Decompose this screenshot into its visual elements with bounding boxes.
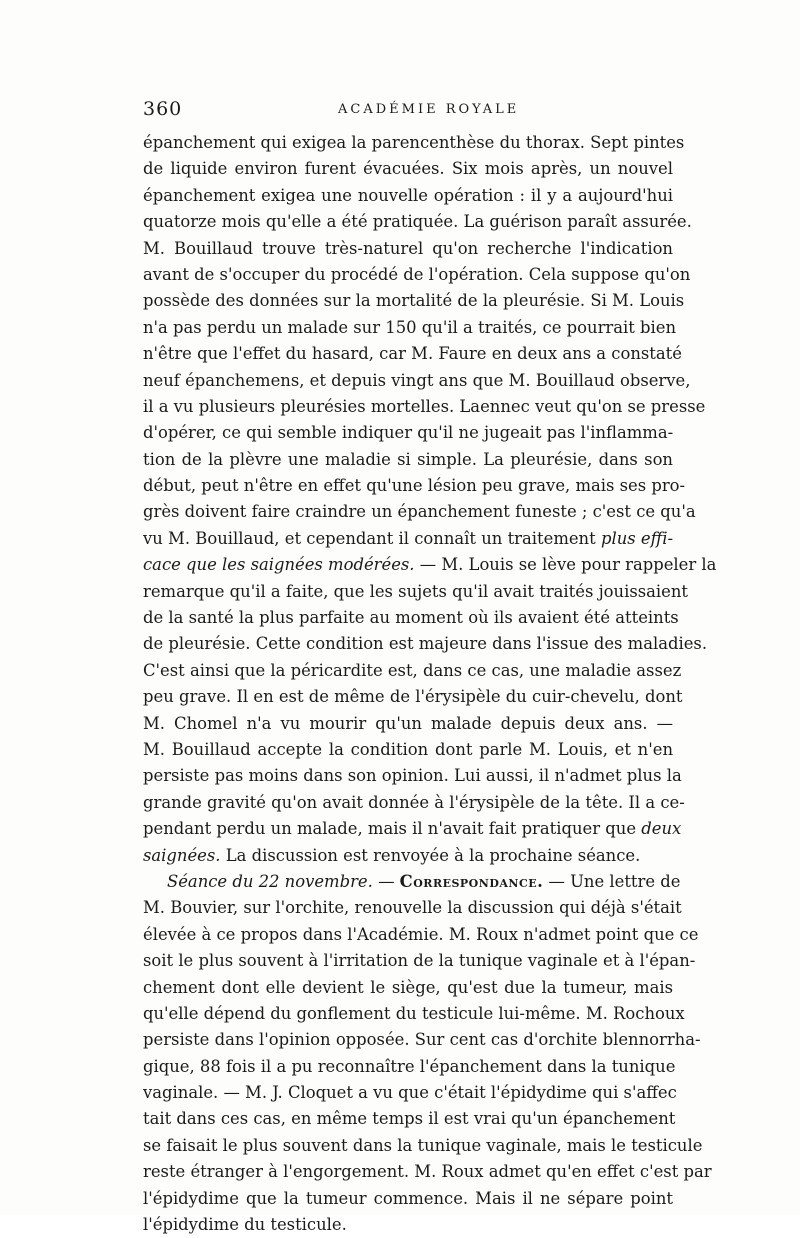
text-line xyxy=(143,869,681,895)
text-line: gique, 88 fois il a pu reconnaître l'épanchement dans la tunique xyxy=(143,1056,676,1076)
text-line: de liquide environ furent évacuées. Six mois après, un nouvel xyxy=(143,159,673,179)
body-text xyxy=(143,130,717,1238)
page-header xyxy=(143,98,673,122)
text-line: de la santé la plus parfaite au moment où ils avaient été atteints xyxy=(143,608,679,628)
text-line: début, peut n'être en effet qu'une lésion peu grave, mais ses pro- xyxy=(143,476,686,496)
text-line: grès doivent faire craindre un épanchement funeste ; c'est ce qu'a xyxy=(143,502,696,522)
text-segment: pendant perdu un malade, mais il n'avait fait pratiquer que xyxy=(143,819,637,839)
text-line: grande gravité qu'on avait donnée à l'érysipèle de la tête. Il a ce- xyxy=(143,792,685,812)
text-line: persiste pas moins dans son opinion. Lui aussi, il n'admet plus la xyxy=(143,766,682,786)
text-line: neuf épanchemens, et depuis vingt ans que M. Bouillaud observe, xyxy=(143,370,691,390)
text-line: persiste dans l'opinion opposée. Sur cent cas d'orchite blennorrha- xyxy=(143,1030,701,1050)
text-line: élevée à ce propos dans l'Académie. M. Roux n'admet point que ce xyxy=(143,924,699,944)
text-line: possède des données sur la mortalité de la pleurésie. Si M. Louis xyxy=(143,291,685,311)
text-line: remarque qu'il a faite, que les sujets qu'il avait traités jouissaient xyxy=(143,581,689,601)
text-line: se faisait le plus souvent dans la tunique vaginale, mais le testicule xyxy=(143,1135,703,1155)
page-number: 360 xyxy=(143,98,183,120)
text-line: l'épidydime du testicule. xyxy=(143,1215,347,1235)
text-line: il a vu plusieurs pleurésies mortelles. Laennec veut qu'on se presse xyxy=(143,396,706,416)
section-heading: Correspondance. xyxy=(399,871,544,891)
text-line: de pleurésie. Cette condition est majeure dans l'issue des maladies. xyxy=(143,634,708,654)
text-segment: vu M. Bouillaud, et cependant il connaît un traitement xyxy=(143,528,596,548)
text-line: d'opérer, ce qui semble indiquer qu'il ne jugeait pas l'inflamma- xyxy=(143,423,674,443)
text-segment: — Une lettre de xyxy=(548,871,681,891)
text-line xyxy=(143,526,673,552)
italic-text: cace que les saignées modérées. xyxy=(143,555,415,575)
text-line: C'est ainsi que la péricardite est, dans ce cas, une maladie assez xyxy=(143,660,682,680)
italic-text: plus effi- xyxy=(600,528,673,548)
running-head: ACADÉMIE ROYALE xyxy=(338,102,520,117)
text-line xyxy=(143,816,682,842)
text-line: tion de la plèvre une maladie si simple. La pleurésie, dans son xyxy=(143,449,673,469)
text-line xyxy=(143,552,717,578)
text-line: vaginale. — M. J. Cloquet a vu que c'était l'épidydime qui s'affec xyxy=(143,1083,677,1103)
text-line: l'épidydime que la tumeur commence. Mais il ne sépare point xyxy=(143,1188,673,1208)
text-line: reste étranger à l'engorgement. M. Roux admet qu'en effet c'est par xyxy=(143,1162,712,1182)
text-line: épanchement exigea une nouvelle opération : il y a aujourd'hui xyxy=(143,185,673,205)
text-line: M. Bouillaud trouve très-naturel qu'on recherche l'indication xyxy=(143,238,673,258)
text-line: M. Chomel n'a vu mourir qu'un malade depuis deux ans. — xyxy=(143,713,673,733)
section-date: Séance du 22 novembre. xyxy=(167,871,373,891)
text-line: n'a pas perdu un malade sur 150 qu'il a traités, ce pourrait bien xyxy=(143,317,677,337)
italic-text: deux xyxy=(641,819,682,839)
text-segment: La discussion est renvoyée à la prochaine séance. xyxy=(225,845,641,865)
text-line: peu grave. Il en est de même de l'érysipèle du cuir-chevelu, dont xyxy=(143,687,683,707)
text-line: épanchement qui exigea la parencenthèse du thorax. Sept pintes xyxy=(143,133,685,152)
em-dash: — xyxy=(378,871,395,891)
text-line: n'être que l'effet du hasard, car M. Faure en deux ans a constaté xyxy=(143,344,682,364)
text-segment: — M. Louis se lève pour rappeler la xyxy=(419,555,717,575)
text-line: chement dont elle devient le siège, qu'est due la tumeur, mais xyxy=(143,977,673,997)
text-line: M. Bouillaud accepte la condition dont parle M. Louis, et n'en xyxy=(143,739,673,759)
text-line xyxy=(143,843,673,869)
text-line: tait dans ces cas, en même temps il est vrai qu'un épanchement xyxy=(143,1109,676,1129)
text-line: M. Bouvier, sur l'orchite, renouvelle la discussion qui déjà s'était xyxy=(143,898,682,918)
text-line: avant de s'occuper du procédé de l'opération. Cela suppose qu'on xyxy=(143,264,691,284)
text-line: qu'elle dépend du gonflement du testicule lui-même. M. Rochoux xyxy=(143,1003,685,1023)
text-line: quatorze mois qu'elle a été pratiquée. La guérison paraît assurée. xyxy=(143,212,692,232)
italic-text: saignées. xyxy=(143,845,221,865)
text-line: soit le plus souvent à l'irritation de la tunique vaginale et à l'épan- xyxy=(143,951,696,971)
